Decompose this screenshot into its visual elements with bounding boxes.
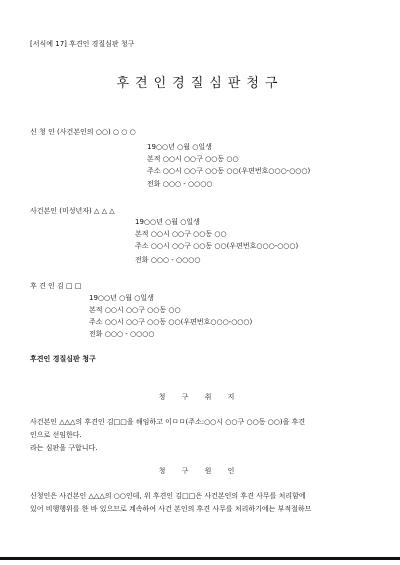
reason-title: 청 구 원 인 — [158, 467, 242, 475]
subject-address: 주소 ○○시 ○○구 ○○동 ○○(우편번호○○○-○○○) — [135, 242, 299, 250]
guardian-domicile: 본적 ○○시 ○○구 ○○동 ○○ — [89, 306, 181, 314]
subject-birth: 19○○년 ○월 ○일생 — [135, 218, 200, 226]
applicant-header: 신 청 인 (사건본인의 ○○) ○ ○ ○ — [30, 128, 136, 136]
applicant-address: 주소 ○○시 ○○구 ○○동 ○○(우편번호○○○-○○○) — [147, 167, 311, 175]
applicant-domicile: 본적 ○○시 ○○구 ○○동 ○○ — [147, 155, 239, 163]
purpose-title: 청 구 취 지 — [158, 393, 242, 401]
applicant-phone: 전화 ○○○ - ○○○○ — [147, 180, 213, 188]
subject-phone: 전화 ○○○ - ○○○○ — [135, 256, 201, 264]
guardian-phone: 전화 ○○○ - ○○○○ — [89, 330, 155, 338]
guardian-header: 후 견 인 김 □ □ — [30, 282, 82, 290]
claim-heading: 후견인 경질심판 청구 — [30, 355, 96, 363]
applicant-birth: 19○○년 ○월 ○일생 — [147, 143, 212, 151]
subject-header: 사건본인 (미성년자) △ △ △ — [30, 207, 115, 215]
page-bottom-border — [0, 557, 400, 560]
purpose-line-2: 인으로 선임한다. — [30, 431, 82, 439]
form-label: [서식예 17] 후견인 경질심판 청구 — [30, 40, 135, 48]
guardian-address: 주소 ○○시 ○○구 ○○동 ○○(우편번호○○○-○○○) — [89, 318, 253, 326]
guardian-birth: 19○○년 ○월 ○일생 — [89, 294, 154, 302]
reason-line-2: 있어 비행행위를 한 바 있으므로 계속하여 사건 본인의 후견 사무를 처리하기에는 부적절하므 — [30, 505, 312, 513]
subject-domicile: 본적 ○○시 ○○구 ○○동 ○○ — [135, 230, 227, 238]
document-title: 후견인경질심판청구 — [116, 76, 284, 91]
purpose-line-3: 라는 심판을 구합니다. — [30, 444, 98, 452]
purpose-line-1: 사건본인 △△△의 후견인 김□□을 해임하고 이ㅁㅁ(주소:○○시 ○○구 ○○동 ○○)을 후견 — [30, 418, 306, 426]
reason-line-1: 신청인은 사건본인 △△△의 ○○인데, 위 후견인 김□□은 사건본인의 후견 사무를 처리함에 — [30, 492, 306, 500]
